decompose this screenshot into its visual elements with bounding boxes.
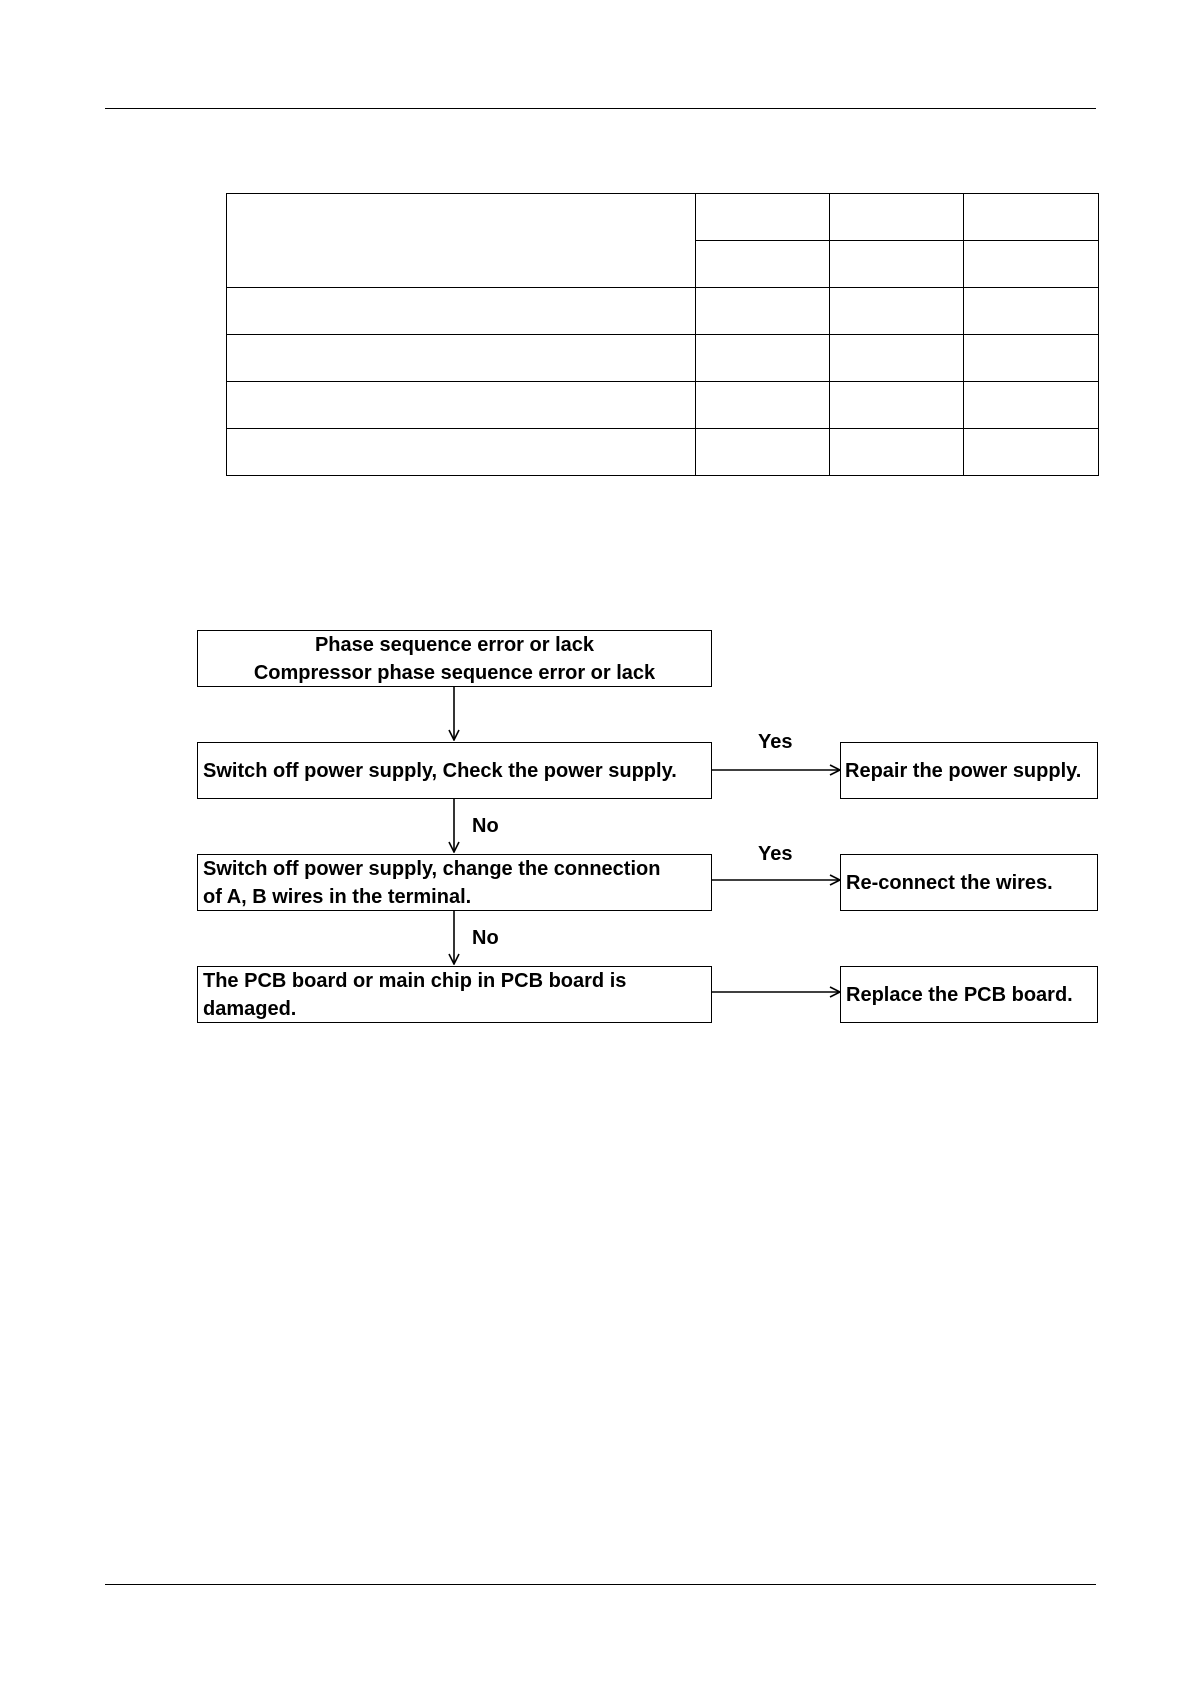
table-cell: [696, 382, 830, 429]
flow-step1-box: [197, 742, 712, 799]
flow-start-text: Phase sequence error or lack Compressor phase sequence error or lack: [253, 633, 656, 684]
table-cell: [227, 335, 696, 382]
error-code-table: [226, 193, 1099, 476]
footer-rule: [105, 1584, 1096, 1585]
table-row: [227, 335, 1099, 382]
flow-step3-box: [197, 966, 712, 1023]
table-cell: [964, 194, 1099, 241]
header-rule: [105, 108, 1096, 109]
table-cell: [696, 288, 830, 335]
table-cell: [964, 382, 1099, 429]
flow-result1-text: Repair the power supply.: [845, 759, 1082, 782]
table-cell: [830, 382, 964, 429]
table-row: [227, 429, 1099, 476]
table-cell: [227, 194, 696, 288]
table-cell: [830, 288, 964, 335]
table-cell: [964, 335, 1099, 382]
table-row: [227, 382, 1099, 429]
table-cell: [830, 429, 964, 476]
flow-result3-text: Replace the PCB board.: [846, 983, 1073, 1006]
table-cell: [227, 288, 696, 335]
table-cell: [696, 194, 830, 241]
flow-start-box: [197, 630, 712, 687]
table-cell: [964, 288, 1099, 335]
flow-result3-box: [840, 966, 1098, 1023]
table-cell: [830, 241, 964, 288]
table-cell: [964, 429, 1099, 476]
table-cell: [696, 429, 830, 476]
flow-step2-text: Switch off power supply, change the connection of A, B wires in the terminal.: [203, 857, 661, 908]
table-cell: [227, 382, 696, 429]
table-cell: [830, 194, 964, 241]
flow-result2-box: [840, 854, 1098, 911]
table-cell: [696, 335, 830, 382]
flow-result2-text: Re-connect the wires.: [846, 871, 1053, 894]
yes-label-step2: Yes: [758, 843, 793, 865]
flow-step2-box: [197, 854, 712, 911]
table-cell: [830, 335, 964, 382]
table-cell: [227, 429, 696, 476]
flow-result1-box: [840, 742, 1098, 799]
no-label-step1: No: [472, 815, 499, 837]
table-row: [227, 194, 1099, 241]
table-cell: [964, 241, 1099, 288]
yes-label-step1: Yes: [758, 731, 793, 753]
table-row: [227, 288, 1099, 335]
table-cell: [696, 241, 830, 288]
flow-step1-text: Switch off power supply, Check the power supply.: [203, 759, 677, 782]
flow-step3-text: The PCB board or main chip in PCB board is damaged.: [203, 969, 627, 1020]
no-label-step2: No: [472, 927, 499, 949]
